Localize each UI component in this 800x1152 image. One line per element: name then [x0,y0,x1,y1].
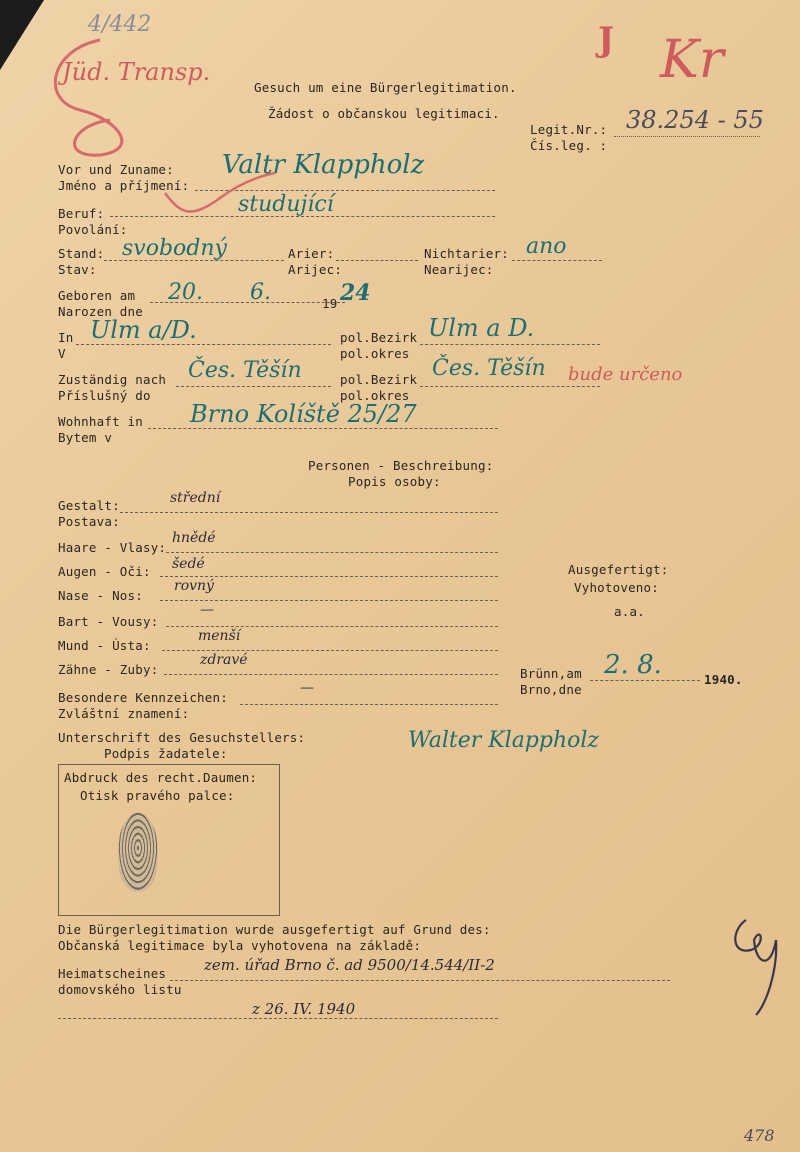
title-cs: Žádost o občanskou legitimaci. [268,106,500,121]
desc-line-gestalt [120,512,498,513]
issued-label-de: Ausgefertigt: [568,562,669,577]
desc-label-usta: Mund - Ústa: [58,638,151,653]
born-year-suffix: 24 [340,280,371,306]
zustaendig-line [176,386,331,387]
thumb-label-cs: Otisk pravého palce: [80,788,235,803]
desc-line-usta [162,650,498,651]
desc-label-oci: Augen - Oči: [58,564,151,579]
in-line [76,344,331,345]
signature-label-de: Unterschrift des Gesuchstellers: [58,730,306,745]
legit-label-de: Legit.Nr.: [530,122,608,137]
beruf-label-de: Beruf: [58,206,105,221]
signature-value: Walter Klappholz [408,728,600,753]
special-line [240,704,498,705]
desc-line-nos [160,600,498,601]
desc-label-nos: Nase - Nos: [58,588,143,603]
beruf-label-cs: Povolání: [58,222,128,237]
wohnhaft-line [148,428,498,429]
born-month: 6. [250,280,271,305]
desc-value-gestalt: střední [170,490,221,506]
transport-note: Jüd. Transp. [62,58,211,86]
desc-line-oci [160,576,498,577]
desc-label-vousy: Bart - Vousy: [58,614,159,629]
desc-value-vousy: — [200,602,214,618]
jewish-mark-letter: J [598,20,615,60]
heimat-value-1: zem. úřad Brno č. ad 9500/14.544/II-2 [204,956,495,974]
born-label-de: Geboren am [58,288,136,303]
bezirk2-label-cs: pol.okres [340,388,410,403]
bezirk2-note: bude určeno [568,364,683,385]
heimat-label-cs: domovského listu [58,982,182,997]
red-initials: Kr [660,30,724,90]
torn-corner [0,0,44,70]
nichtarier-line [512,260,602,261]
beruf-value: studující [238,192,334,217]
bezirk1-value: Ulm a D. [428,314,535,342]
name-label-cs: Jméno a příjmení: [58,178,190,193]
description-title-cs: Popis osoby: [348,474,441,489]
arier-label-de: Arier: [288,246,335,261]
thumbprint-image [118,812,158,892]
born-year-prefix: 19 [322,296,338,311]
heimat-line-1 [170,980,670,981]
special-label-cs: Zvláštní znamení: [58,706,190,721]
desc-value-usta: menší [198,628,241,644]
desc-label-postava: Postava: [58,514,120,529]
in-label-de: In [58,330,74,345]
bezirk1-label-cs: pol.okres [340,346,410,361]
nichtarier-label-cs: Nearijec: [424,262,494,277]
desc-label-gestalt: Gestalt: [58,498,120,513]
special-label-de: Besondere Kennzeichen: [58,690,228,705]
stand-label-de: Stand: [58,246,105,261]
bezirk1-label-de: pol.Bezirk [340,330,418,345]
thumbprint-box [58,764,280,916]
name-value: Valtr Klappholz [222,150,425,180]
born-day: 20. [168,280,203,305]
desc-line-vousy [166,626,498,627]
archive-number: 4/442 [88,12,152,37]
desc-value-oci: šedé [172,556,205,572]
desc-value-nos: rovný [174,578,214,594]
page-number: 478 [744,1126,775,1145]
special-value: — [300,680,314,696]
issued-label-cs: Vyhotoveno: [574,580,659,595]
wohnhaft-value: Brno Kolíště 25/27 [190,400,417,428]
born-label-cs: Narozen dne [58,304,143,319]
basis-line-de: Die Bürgerlegitimation wurde ausgefertigt auf Grund des: [58,922,491,937]
issued-year: 1940. [704,672,743,687]
issued-aa: a.a. [614,604,645,619]
issued-date-line [590,680,700,681]
signature-label-cs: Podpis žadatele: [104,746,228,761]
in-value: Ulm a/D. [90,316,197,344]
arier-label-cs: Arijec: [288,262,343,277]
issued-date: 2. 8. [604,650,662,680]
desc-line-vlasy [166,552,498,553]
desc-label-zuby: Zähne - Zuby: [58,662,159,677]
zustaendig-label-de: Zuständig nach [58,372,167,387]
basis-line-cs: Občanská legitimace byla vyhotovena na základě: [58,938,422,953]
arier-line [336,260,418,261]
zustaendig-label-cs: Příslušný do [58,388,151,403]
heimat-line-2 [58,1018,498,1019]
legit-line [614,136,760,137]
legit-number: 38.254 - 55 [626,106,764,134]
bezirk1-line [420,344,600,345]
name-label-de: Vor und Zuname: [58,162,174,177]
nichtarier-label-de: Nichtarier: [424,246,509,261]
wohnhaft-label-de: Wohnhaft in [58,414,143,429]
thumb-label-de: Abdruck des recht.Daumen: [64,770,258,785]
heimat-label-de: Heimatscheines [58,966,167,981]
stand-label-cs: Stav: [58,262,97,277]
legit-label-cs: Čís.leg. : [530,138,608,153]
issued-place-cs: Brno,dne [520,682,582,697]
stand-value: svobodný [122,236,227,261]
in-label-cs: V [58,346,66,361]
title-de: Gesuch um eine Bürgerlegitimation. [254,80,517,95]
desc-value-vlasy: hnědé [172,530,216,546]
desc-line-zuby [164,674,498,675]
wohnhaft-label-cs: Bytem v [58,430,113,445]
heimat-value-2: z 26. IV. 1940 [252,1000,356,1018]
issued-place-de: Brünn,am [520,666,582,681]
margin-initials [726,910,786,1020]
red-scribble-mark [40,30,150,160]
nichtarier-value: ano [526,234,567,259]
desc-label-vlasy: Haare - Vlasy: [58,540,167,555]
bezirk2-line [420,386,600,387]
bezirk2-value: Čes. Těšín [432,356,546,381]
description-title-de: Personen - Beschreibung: [308,458,494,473]
zustaendig-value: Čes. Těšín [188,358,302,383]
desc-value-zuby: zdravé [200,652,248,668]
bezirk2-label-de: pol.Bezirk [340,372,418,387]
